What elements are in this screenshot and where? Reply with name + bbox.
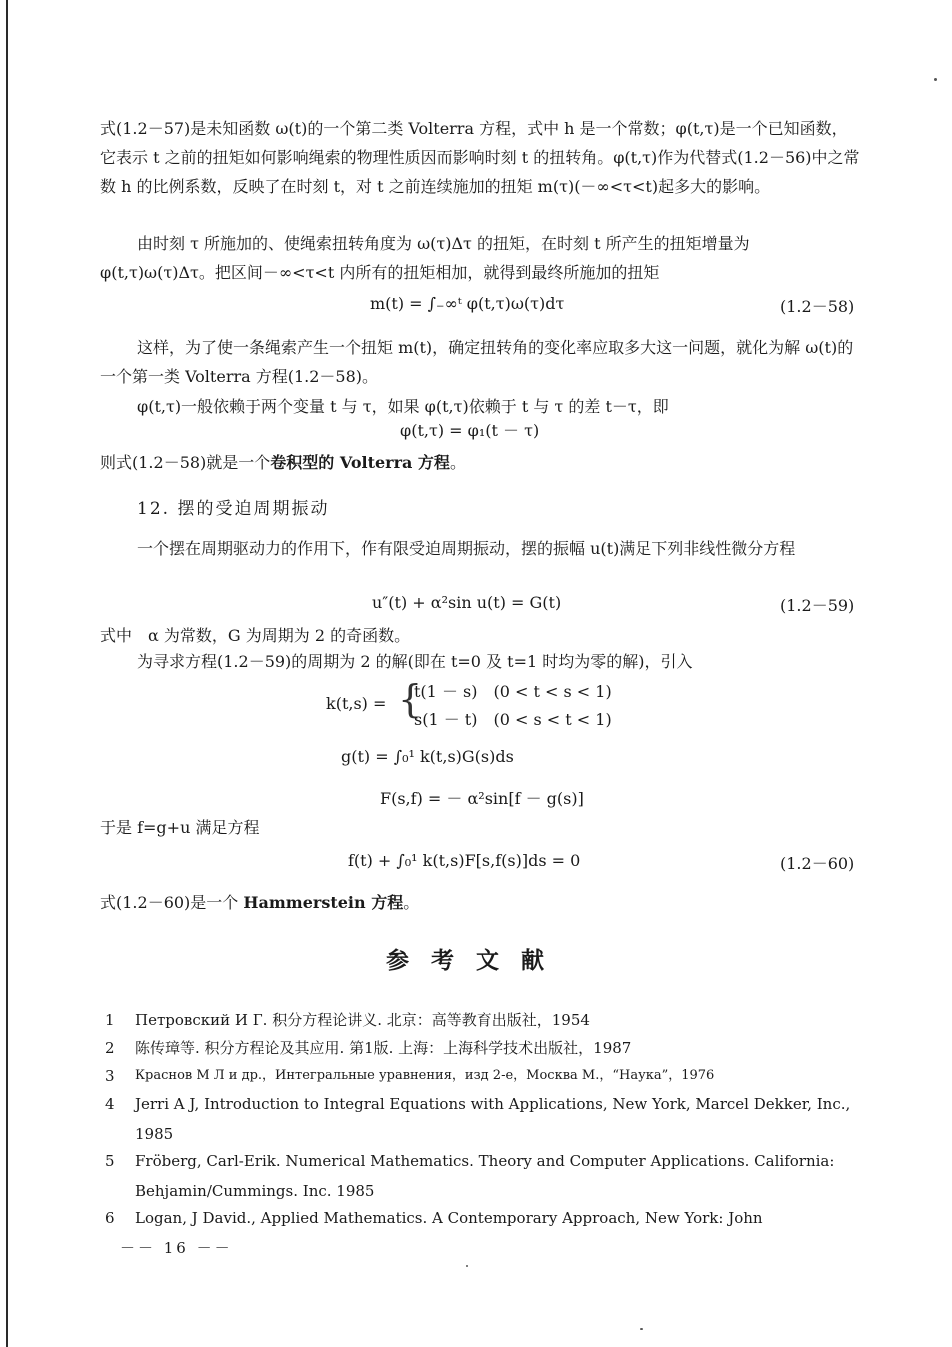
scan-speck bbox=[934, 78, 937, 81]
paragraph-hammerstein bbox=[100, 888, 860, 917]
equation-1-2-60: f(t) + ∫₀¹ k(t,s)F[s,f(s)]ds = 0 bbox=[348, 851, 581, 870]
text-segment: 。 bbox=[403, 893, 420, 912]
text-segment: 。 bbox=[449, 453, 466, 472]
reference-text: 陈传璋等. 积分方程论及其应用. 第1版. 上海：上海科学技术出版社，1987 bbox=[135, 1039, 632, 1057]
equation-k-case-2: s(1 － t) (0 < s < t < 1) bbox=[414, 710, 612, 729]
reference-text: Fröberg, Carl-Erik. Numerical Mathematics. Theory and Computer Applications. California: Behjamin/Cummings. Inc. 1985 bbox=[135, 1152, 835, 1200]
paragraph-kernel-dependence: φ(t,τ)一般依赖于两个变量 t 与 τ，如果 φ(t,τ)依赖于 t 与 τ 的差 t－τ，即 bbox=[137, 397, 669, 416]
reference-text: Jerri A J, Introduction to Integral Equations with Applications, New York, Marcel Dekker, Inc., 1985 bbox=[135, 1095, 851, 1143]
reference-text: Краснов М Л и др.，Интегральные уравнения，изд 2-е，Москва М.，“Наука”，1976 bbox=[135, 1068, 715, 1083]
text-segment: 式(1.2－60)是一个 bbox=[100, 893, 244, 912]
equation-F: F(s,f) = － α²sin[f － g(s)] bbox=[380, 789, 584, 808]
brace-symbol: { bbox=[398, 677, 423, 721]
paragraph-then: 于是 f=g+u 满足方程 bbox=[100, 818, 260, 837]
reference-number: 6 bbox=[105, 1209, 115, 1227]
reference-number: 5 bbox=[105, 1152, 115, 1170]
equation-number-58: (1.2－58) bbox=[780, 297, 855, 316]
reference-text: Logan, J David., Applied Mathematics. A Contemporary Approach, New York: John bbox=[135, 1209, 763, 1227]
page-number: －－ 16 －－ bbox=[120, 1239, 233, 1257]
paragraph-introduce: 为寻求方程(1.2－59)的周期为 2 的解(即在 t=0 及 t=1 时均为零的解)，引入 bbox=[137, 652, 693, 671]
equation-number-60: (1.2－60) bbox=[780, 854, 855, 873]
section-heading: 12. 摆的受迫周期振动 bbox=[137, 499, 330, 519]
paragraph-where: 式中 α 为常数，G 为周期为 2 的奇函数。 bbox=[100, 626, 411, 645]
equation-1-2-59: u″(t) + α²sin u(t) = G(t) bbox=[372, 593, 562, 612]
paragraph-first-kind: 这样，为了使一条绳索产生一个扭矩 m(t)，确定扭转角的变化率应取多大这一问题，就化为解 ω(t)的一个第一类 Volterra 方程(1.2－58)。 bbox=[100, 338, 854, 386]
reference-text: Петровский И Г. 积分方程论讲义. 北京：高等教育出版社，1954 bbox=[135, 1011, 590, 1029]
scan-speck bbox=[640, 1328, 643, 1330]
reference-number: 1 bbox=[105, 1011, 115, 1029]
reference-number: 4 bbox=[105, 1095, 115, 1113]
paragraph-torque-increment: 由时刻 τ 所施加的、使绳索扭转角度为 ω(τ)Δτ 的扭矩，在时刻 t 所产生的扭矩增量为 φ(t,τ)ω(τ)Δτ。把区间－∞<τ<t 内所有的扭矩相加，就得到最终所施加的扭矩 bbox=[100, 234, 750, 282]
equation-kernel-difference: φ(t,τ) = φ₁(t － τ) bbox=[400, 421, 540, 440]
equation-1-2-58: m(t) = ∫₋∞ᵗ φ(t,τ)ω(τ)dτ bbox=[370, 294, 565, 313]
scan-speck bbox=[466, 1265, 468, 1267]
paragraph-pendulum: 一个摆在周期驱动力的作用下，作有限受迫周期振动，摆的振幅 u(t)满足下列非线性微分方程 bbox=[137, 539, 796, 558]
equation-number-59: (1.2－59) bbox=[780, 596, 855, 615]
equation-k-case-1: t(1 － s) (0 < t < s < 1) bbox=[414, 682, 612, 701]
bold-term-hammerstein: Hammerstein 方程 bbox=[243, 893, 404, 912]
reference-number: 3 bbox=[105, 1067, 115, 1085]
equation-k-lhs: k(t,s) = bbox=[326, 694, 387, 713]
references-title: 参考文献 bbox=[386, 947, 566, 974]
text-segment: 则式(1.2－58)就是一个 bbox=[100, 453, 271, 472]
reference-number: 2 bbox=[105, 1039, 115, 1057]
paragraph-volterra-second-kind: 式(1.2－57)是未知函数 ω(t)的一个第二类 Volterra 方程，式中 h 是一个常数；φ(t,τ)是一个已知函数，它表示 t 之前的扭矩如何影响绳索的物理性质因而影响时刻 t 的扭转角。φ(t,τ)作为代替式(1.2－56)中之常数 h 的比例系数，反映了在时刻 t，对 t 之前连续施加的扭矩 m(τ)(－∞<τ<t)起多大的影响。 bbox=[100, 119, 860, 196]
scan-edge-line bbox=[6, 0, 8, 1347]
paragraph-convolution bbox=[100, 448, 860, 477]
bold-term-convolution: 卷积型的 Volterra 方程 bbox=[270, 453, 450, 472]
equation-g: g(t) = ∫₀¹ k(t,s)G(s)ds bbox=[341, 747, 514, 766]
